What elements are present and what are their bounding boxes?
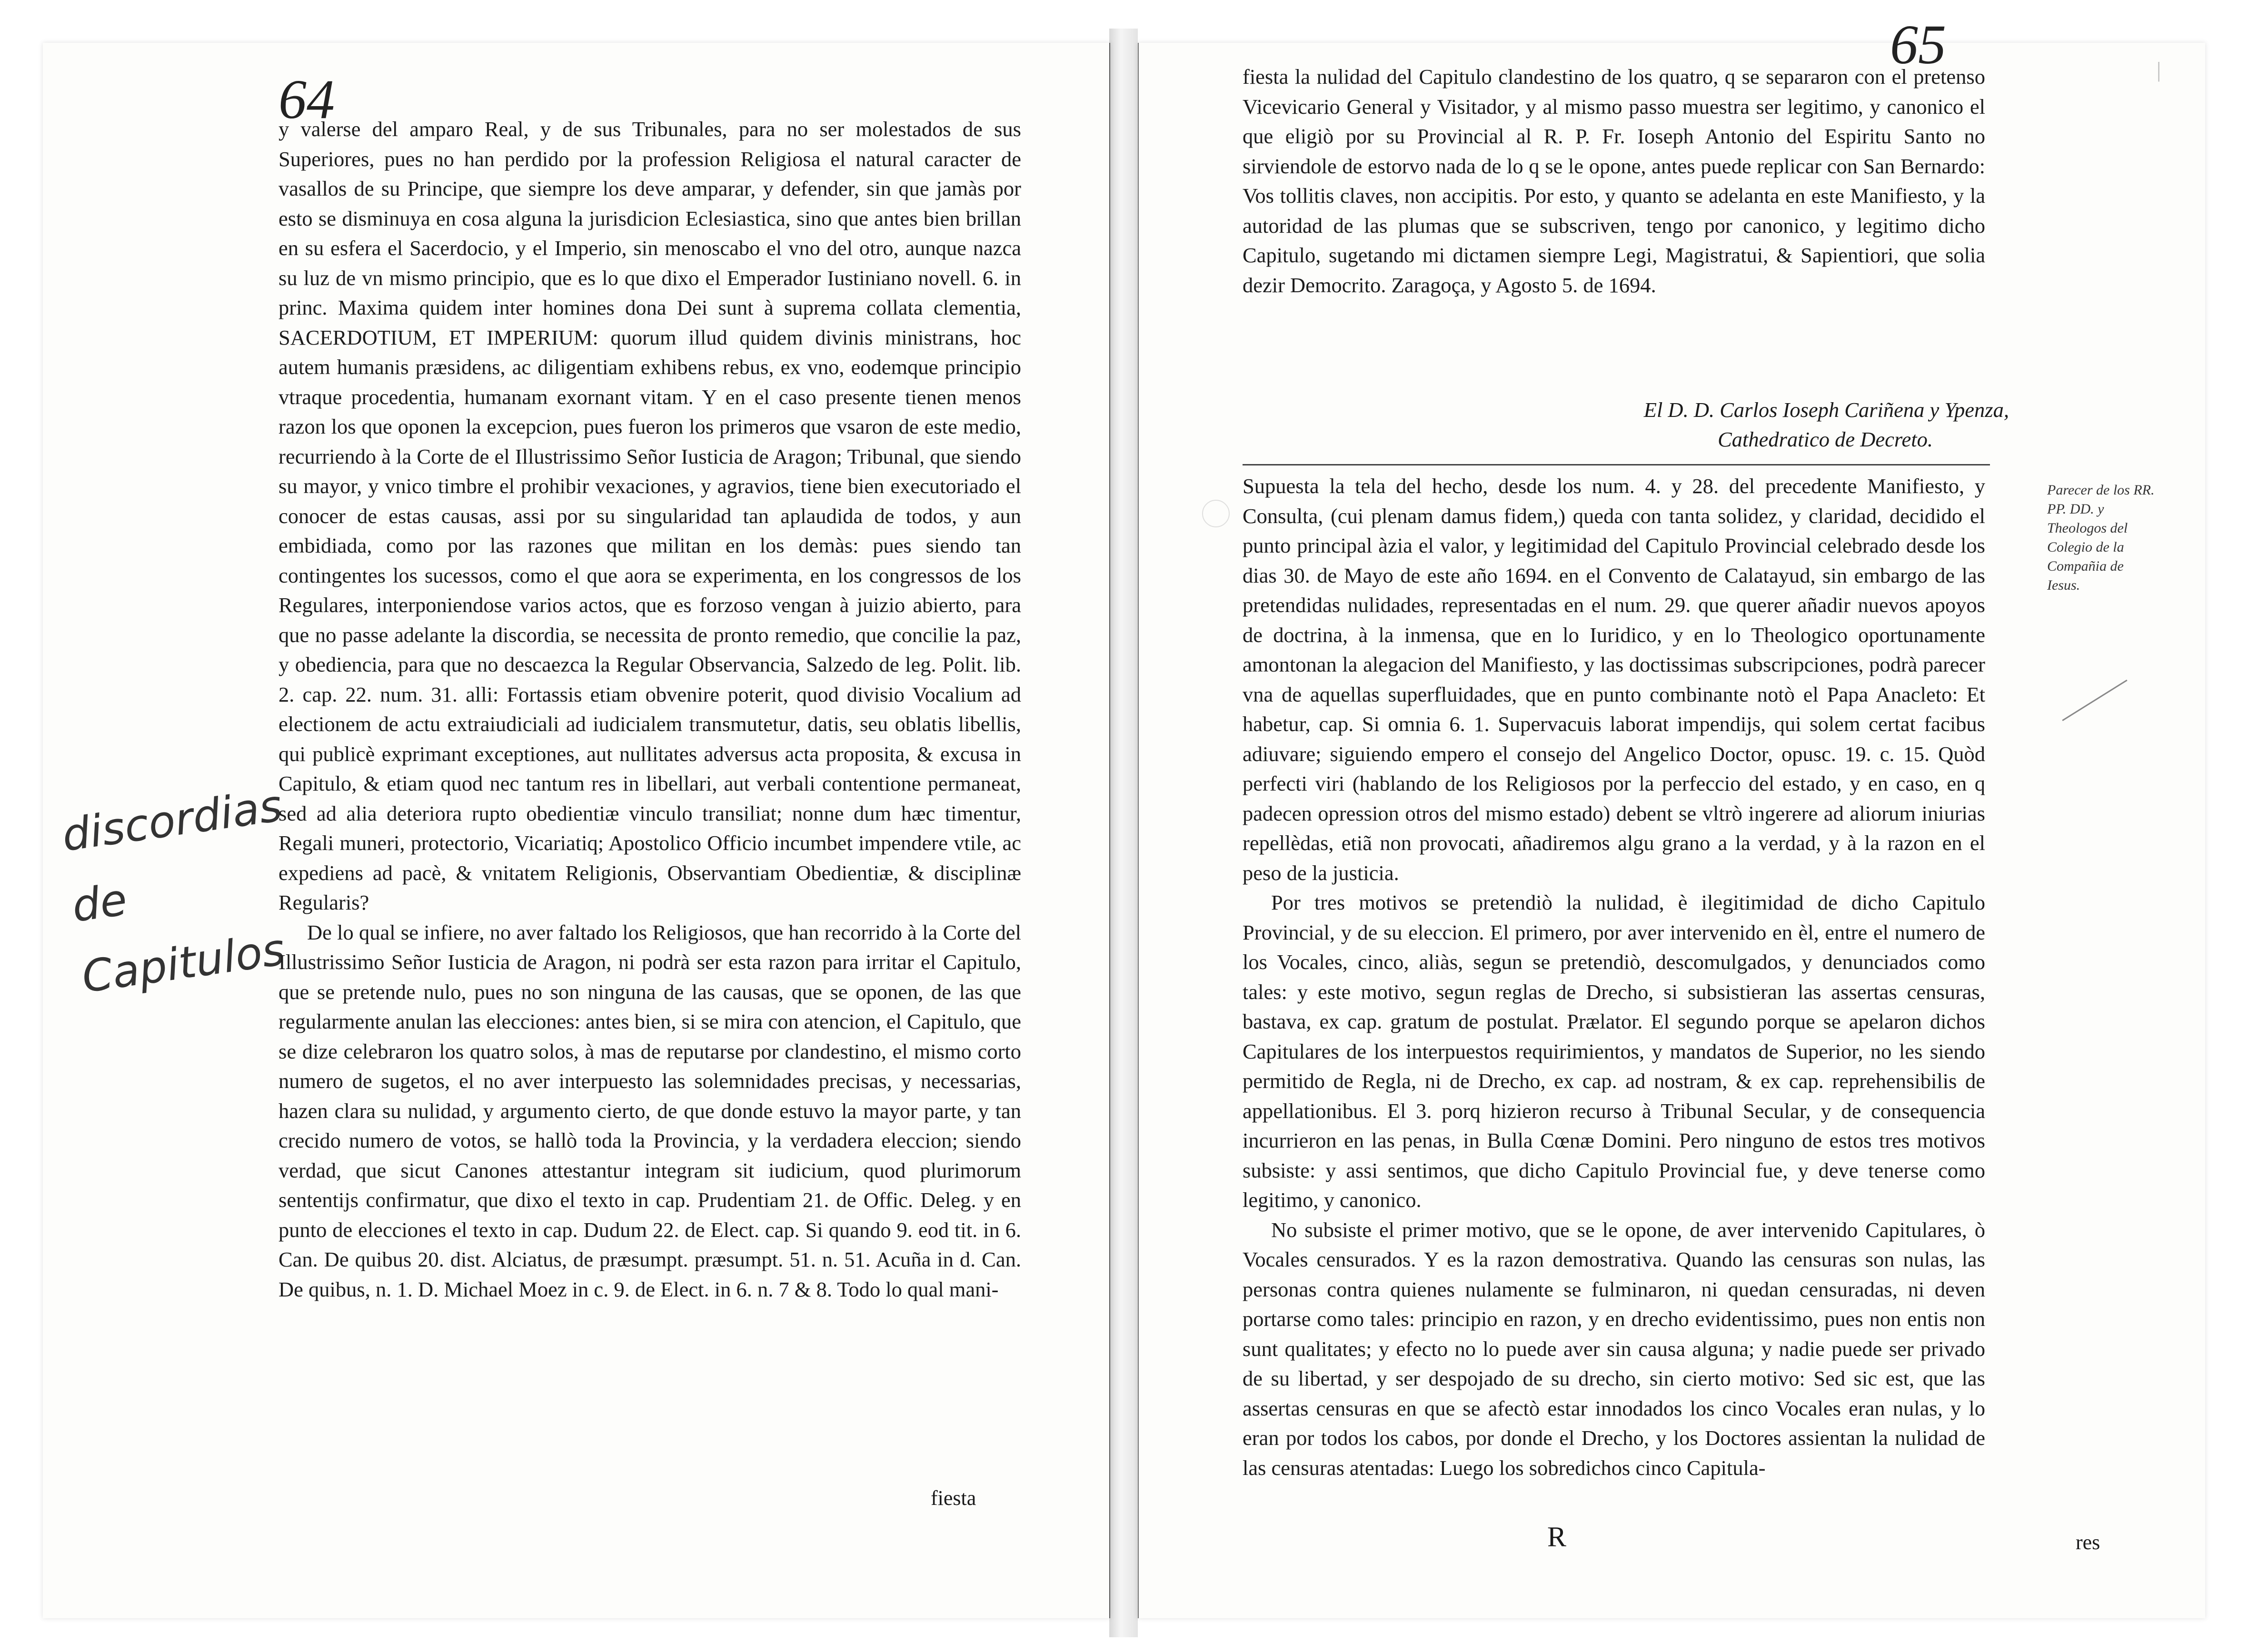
handwritten-margin-note: discordias de Capitulos [59, 780, 288, 1003]
book-gutter [1109, 29, 1138, 1637]
left-page-body [279, 114, 1021, 1304]
left-paragraph-2: De lo qual se infiere, no aver faltado los Religiosos, que han recorrido à la Corte del Illustrissimo Señor Iusticia de Aragon, ni podrà ser esta razon para irritar el Capitulo, que se pretende nulo, pues no son ninguna de las causas, que se oponen, de las que regularmente anulan las elecciones: antes bien, si se mira con atencion, el Capitulo, que se dize celebraron los quatro solos, à mas de reputarse por clandestino, el mismo corto numero de sugetos, el no aver interpuesto las solemnidades precisas, y necessarias, hazen clara su nulidad, y argumento cierto, de que donde estuvo la mayor parte, y tan crecido numero de votos, se hallò toda la Provincia, y la verdadera eleccion; siendo verdad, que sicut Canones attestantur integram sit iudicium, quod plurimorum sententijs confirmatur, que dixo el texto in cap. Prudentiam 21. de Offic. Deleg. y en punto de elecciones el texto in cap. Dudum 22. de Elect. cap. Si quando 9. eod tit. in 6. Can. De quibus 20. dist. Alciatus, de præsumpt. præsumpt. 51. n. 51. Acuña in d. Can. De quibus, n. 1. D. Michael Moez in c. 9. de Elect. in 6. n. 7 & 8. Todo lo qual mani- [279, 920, 1021, 1301]
right-paragraph-1: Supuesta la tela del hecho, desde los num. 4. y 28. del precedente Manifiesto, y Consulta, (cui plenam damus fidem,) queda con tanta solidez, y claridad, decidido el punto principal àzia el valor, y legitimidad del Capitulo Provincial celebrado desde los dias 30. de Mayo de este año 1694. en el Convento de Calatayud, sin embargo de las pretendidas nulidades, representadas en el num. 29. que querer añadir nuevos apoyos de doctrina, à la inmensa, que en lo Iuridico, y en lo Theologico oportunamente amontonan la alegacion del Manifiesto, y las doctissimas subscripciones, podrà parecer vna de aquellas superfluidades, que en punto combinante notò el Papa Anacleto: Et habetur, cap. Si omnia 6. 1. Supervacuis laborat impendijs, qui solem certat facibus adiuvare; siguiendo empero el consejo del Angelico Doctor, opusc. 19. c. 15. Quòd perfecti viri (hablando de los Religiosos por la perfeccio del estado, y en caso, en q padecen opression otros del mismo estado) debent se vltrò ingerere ad aliorum iniurias repellèdas, etiã non provocati, añadiremos algu grano a la verdad, y à la razon en el peso de la justicia. [1243, 474, 1985, 885]
corner-mark: | [2157, 58, 2161, 82]
left-page-number: 64 [279, 68, 335, 130]
left-catchword: fiesta [931, 1486, 976, 1510]
section-divider [1243, 464, 1990, 465]
left-paragraph-1: y valerse del amparo Real, y de sus Tribunales, para no ser molestados de sus Superiores, pues no han perdido por la profession Religiosa el natural caracter de vasallos de su Principe, que siempre los deve amparar, y defender, sin que jamàs por esto se disminuya en cosa alguna la jurisdicion Eclesiastica, sino que antes bien brillan en su esfera el Sacerdocio, y el Imperio, sin menoscabo el vno del otro, aunque nazca su luz de vn mismo principio, que es lo que dixo el Emperador Iustiniano novell. 6. in princ. Maxima quidem inter homines dona Dei sunt à suprema collata clementia, SACERDOTIUM, ET IMPERIUM: quorum illud quidem divinis ministrans, hoc autem humanis præsidens, ac diligentiam exhibens rebus, ex vno, eodemque principio vtraque procedentia, humanam exornant vitam. Y en el caso presente tienen menos razon los que oponen la excepcion, pues fueron los primeros que vsaron de este medio, recurriendo à la Corte de el Illustrissimo Señor Iusticia de Aragon; Tribunal, que siendo su mayor, y vnico timbre el prohibir vexaciones, y agravios, tiene bien executoriado el conocer de estas causas, assi por su singularidad tan aplaudida de todos, y aun embidiada, como por las razones que militan en los demàs: pues siendo tan contingentes los sucessos, como el que aora se experimenta, en los congressos de los Regulares, interponiendose varios actos, que es forzoso vengan à juizio abierto, para que no passe adelante la discordia, se necessita de pronto remedio, que concilie la paz, y obediencia, para que no descaezca la Regular Observancia, Salzedo de leg. Polit. lib. 2. cap. 22. num. 31. alli: Fortassis etiam obvenire poterit, quod divisio Vocalium ad electionem de actu extraiudiciali ad iudicialem transmutetur, datis, seu oblatis libellis, qui publicè exprimant exceptiones, aut nullitates adversus acta proposita, & excusa in Capitulo, & etiam quod nec tantum res in libellari, aut verbali contentione permaneat, sed ad alia deteriora rupto obedientiæ vinculo transiliat; nonne dum hæc timentur, Regali muneri, protectorio, Vicariatiq; Apostolico Officio incumbet impendere vtile, ac expediens ad pacè, & vnitatem Religionis, Observantiam Obedientiæ, & disciplinæ Regularis? [279, 117, 1021, 914]
right-page-body [1243, 471, 1985, 1483]
right-paragraph-2: Por tres motivos se pretendiò la nulidad, è ilegitimidad de dicho Capitulo Provincial, y de su eleccion. El primero, por aver intervenido en èl, entre el numero de los Vocales, cinco, aliàs, segun se pretendiò, descomulgados, y denunciados como tales: y este motivo, segun reglas de Drecho, si subsistieran las assertas censuras, bastava, ex cap. gratum de postulat. Prælator. El segundo porque se apelaron dichos Capitulares de los interpuestos requirimientos, y mandatos de Superior, no les siendo permitido de Regla, ni de Drecho, ex cap. ad nostram, & ex cap. reprehensibilis de appellationibus. El 3. porq hizieron recurso à Tribunal Secular, y de consequencia incurrieron en las penas, in Bulla Cœnæ Domini. Pero ninguno de estos tres motivos subsiste: y assi sentimos, que dicho Capitulo Provincial fue, y deve tenerse como legitimo, y canonico. [1243, 890, 1985, 1212]
right-page-opening [1243, 62, 1985, 300]
right-catchword: res [2076, 1531, 2100, 1554]
right-paragraph-3: No subsiste el primer motivo, que se le opone, de aver intervenido Capitulares, ò Vocales censurados. Y es la razon demostrativa. Quando las censuras son nulas, las personas contra quienes nulamente se fulminaron, ni quedan censuradas, ni deven portarse como tales: principio en razon, y en drecho evidentissimo, pues non entis non sunt qualitates; y efecto no lo puede aver sin causa alguna; y nadie puede ser privado de su libertad, y ser despojado de su drecho, sin cierto motivo: Sed sic est, que las assertas censuras en que se afectò estar innodados los cinco Vocales eran nulas, y lo eran por todos los cabos, por donde el Drecho, y los Doctores assientan la nulidad de las censuras atentadas: Luego los sobredichos cinco Capitula- [1243, 1217, 1985, 1480]
printer-signature-mark: R [1547, 1521, 1567, 1553]
signature-title: Cathedratico de Decreto. [1718, 427, 1933, 451]
right-opening-paragraph: fiesta la nulidad del Capitulo clandestino de los quatro, q se separaron con el pretenso Vicevicario General y Visitador, y al mismo passo muestra ser legitimo, y canonico el que eligiò por su Provincial al R. P. Fr. Ioseph Antonio del Espiritu Santo no sirviendole de estorvo nada de lo q se le opone, antes puede replicar con San Bernardo: Vos tollitis claves, non accipitis. Por esto, y quanto se adelanta en este Manifiesto, y la autoridad de las plumas que se subscriven, tengo por canonico, y legitimo dicho Capitulo, sugetando mi dictamen siempre Legi, Magistratui, & Sapientiori, que solia dezir Democrito. Zaragoça, y Agosto 5. de 1694. [1243, 65, 1985, 297]
marginal-note: Parecer de los RR. PP. DD. y Theologos del Colegio de la Compañia de Iesus. [2047, 482, 2155, 593]
right-page-number: 65 [1890, 13, 1946, 76]
library-stamp [1202, 500, 1230, 527]
signature-name: El D. D. Carlos Ioseph Cariñena y Ypenza, [1643, 398, 2009, 422]
